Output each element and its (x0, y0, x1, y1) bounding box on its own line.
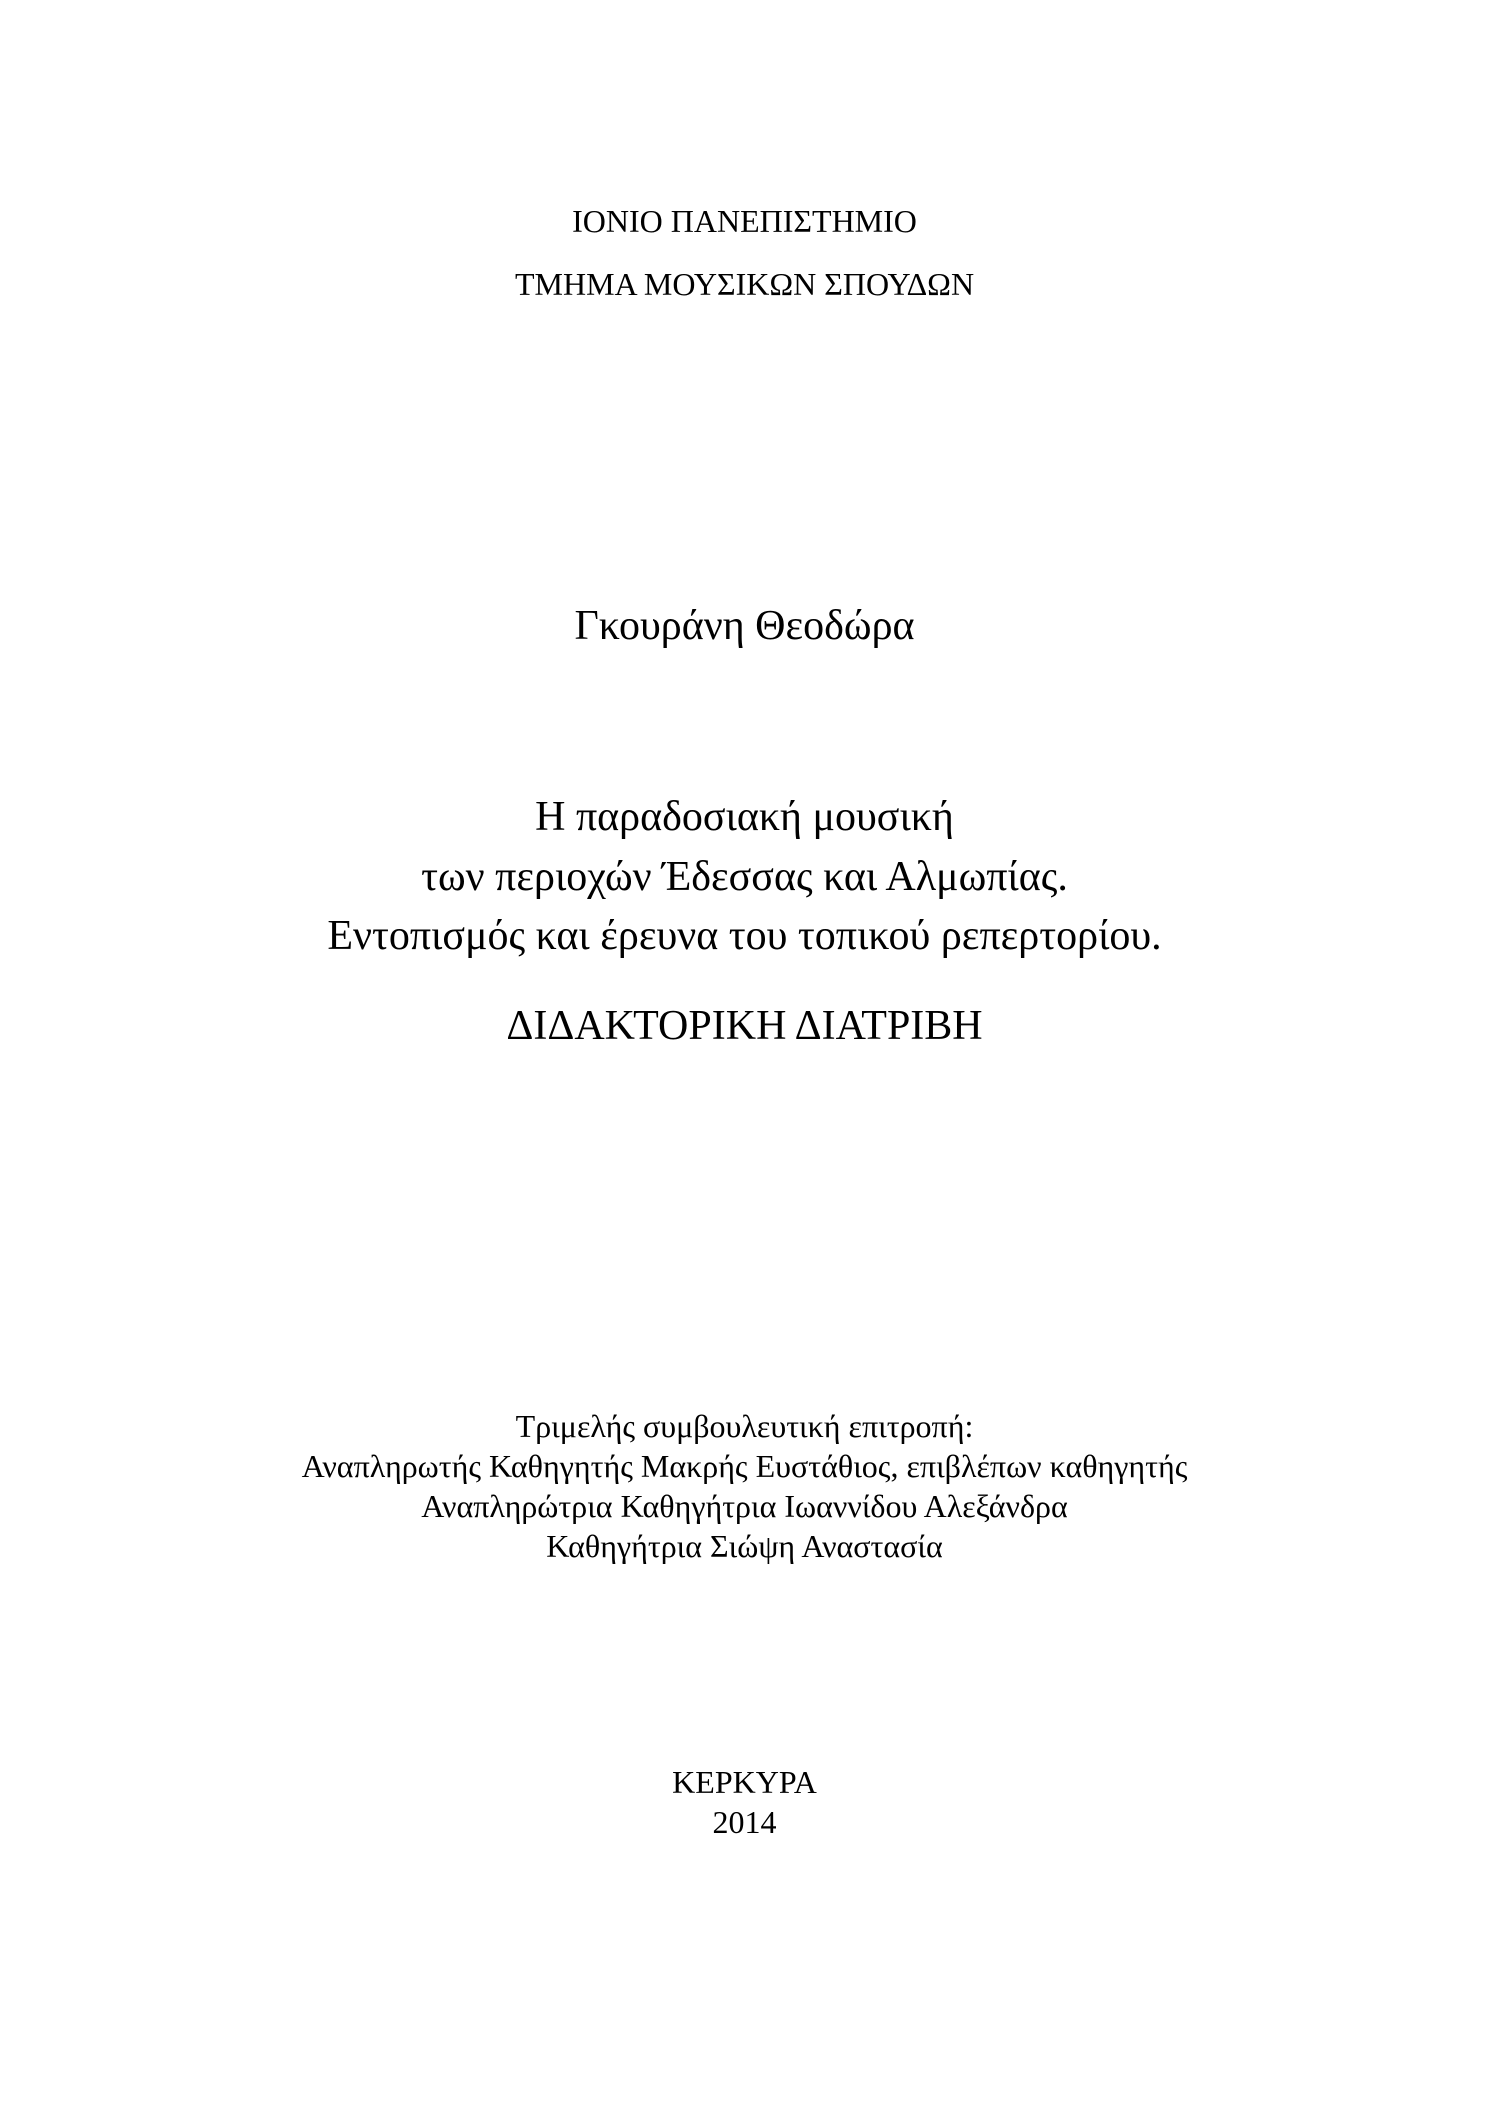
committee-heading: Τριμελής συμβουλευτική επιτροπή: (515, 1408, 974, 1444)
university-name: ΙΟΝΙΟ ΠΑΝΕΠΙΣΤΗΜΙΟ (572, 203, 917, 239)
committee-member: Καθηγήτρια Σιώψη Αναστασία (546, 1528, 943, 1564)
committee-member: Αναπληρωτής Καθηγητής Μακρής Ευστάθιος, επιβλέπων καθηγητής (301, 1448, 1188, 1484)
place-name: ΚΕΡΚΥΡΑ (672, 1764, 817, 1800)
thesis-title-line-2: των περιοχών Έδεσσας και Αλμωπίας. (421, 854, 1068, 900)
thesis-title-line-1: Η παραδοσιακή μουσική (535, 794, 954, 840)
committee-member: Αναπληρώτρια Καθηγήτρια Ιωαννίδου Αλεξάνδρα (421, 1488, 1068, 1524)
publication-year: 2014 (712, 1804, 777, 1840)
author-name: Γκουράνη Θεοδώρα (574, 603, 915, 649)
degree-type: ΔΙΔΑΚΤΟΡΙΚΗ ΔΙΑΤΡΙΒΗ (506, 1003, 983, 1049)
department-name: ΤΜΗΜΑ ΜΟΥΣΙΚΩΝ ΣΠΟΥΔΩΝ (514, 266, 975, 302)
thesis-title-line-3: Εντοπισμός και έρευνα του τοπικού ρεπερτορίου. (327, 913, 1162, 959)
